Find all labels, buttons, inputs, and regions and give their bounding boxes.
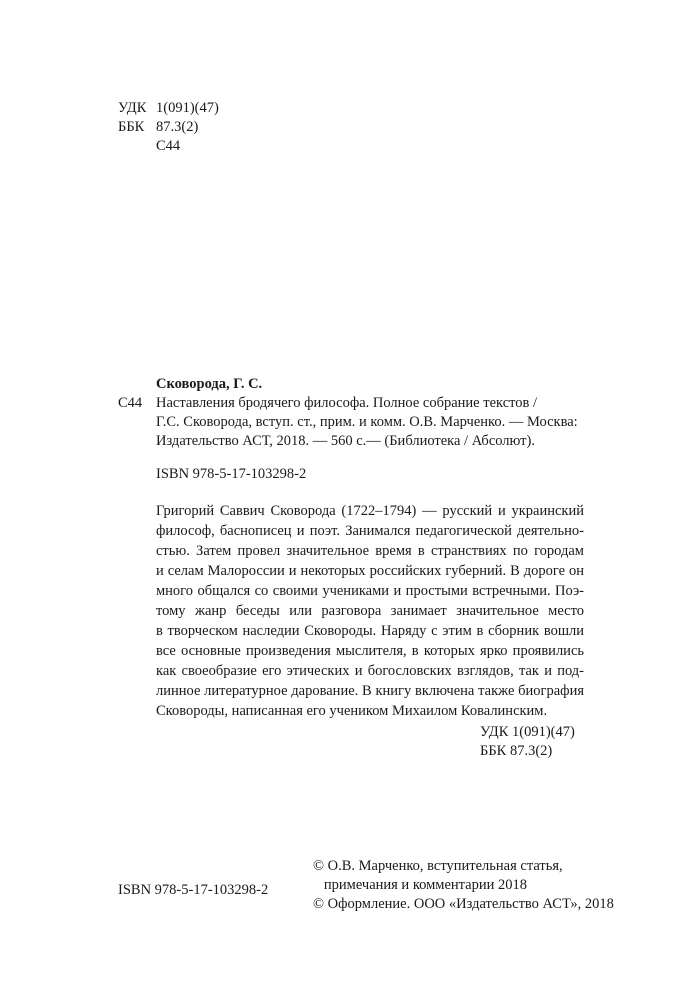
abstract-line: в творческом наследии Сковороды. Наряду с этим в сборник вошли xyxy=(156,623,584,639)
catalog-description xyxy=(156,394,578,451)
abstract-line: Григорий Саввич Сковорода (1722–1794) — русский и украинский xyxy=(156,503,584,519)
copyright-line: примечания и комментарии 2018 xyxy=(313,877,527,893)
abstract-line: много общался со своими учениками и простыми встречными. Поэ- xyxy=(156,583,584,599)
bbk-value: 87.3(2) xyxy=(156,119,199,135)
catalog-line: Наставления бродячего философа. Полное собрание текстов / xyxy=(156,395,538,411)
catalog-isbn: ISBN 978-5-17-103298-2 xyxy=(156,466,307,482)
catalog-line: Г.С. Сковорода, вступ. ст., прим. и комм. О.В. Марченко. — Москва: xyxy=(156,414,578,430)
copyright-line: © О.В. Марченко, вступительная статья, xyxy=(313,858,563,874)
abstract-line: как своеобразие его этических и богословских взглядов, так и под- xyxy=(156,663,584,679)
bbk-label: ББК xyxy=(118,119,145,135)
catalog-author: Сковорода, Г. С. xyxy=(156,376,263,392)
udk-bottom: УДК 1(091)(47) xyxy=(480,724,575,740)
abstract-line: все основные произведения мыслителя, в которых ярко проявились xyxy=(156,643,584,659)
abstract-line: философ, баснописец и поэт. Занимался педагогической деятельно- xyxy=(156,523,584,539)
catalog-line: Издательство АСТ, 2018. — 560 с.— (Библиотека / Абсолют). xyxy=(156,433,535,449)
abstract-line: тому жанр беседы или разговора занимает значительное место xyxy=(156,603,584,619)
abstract-line: линное литературное дарование. В книгу включена также биография xyxy=(156,683,584,699)
copyright-line: © Оформление. ООО «Издательство АСТ», 2018 xyxy=(313,896,614,912)
udk-label: УДК xyxy=(118,100,147,116)
udk-value: 1(091)(47) xyxy=(156,100,219,116)
bbk-bottom: ББК 87.3(2) xyxy=(480,743,553,759)
abstract-line: стью. Затем провел значительное время в странствиях по городам xyxy=(156,543,584,559)
footer-isbn: ISBN 978-5-17-103298-2 xyxy=(118,882,269,898)
abstract-paragraph xyxy=(156,501,584,721)
abstract-line: Сковороды, написанная его учеником Михаилом Ковалинским. xyxy=(156,703,548,719)
author-mark: С44 xyxy=(156,138,181,154)
abstract-line: и селам Малороссии и некоторых российских губерний. В дороге он xyxy=(156,563,584,579)
catalog-code: С44 xyxy=(118,395,143,411)
